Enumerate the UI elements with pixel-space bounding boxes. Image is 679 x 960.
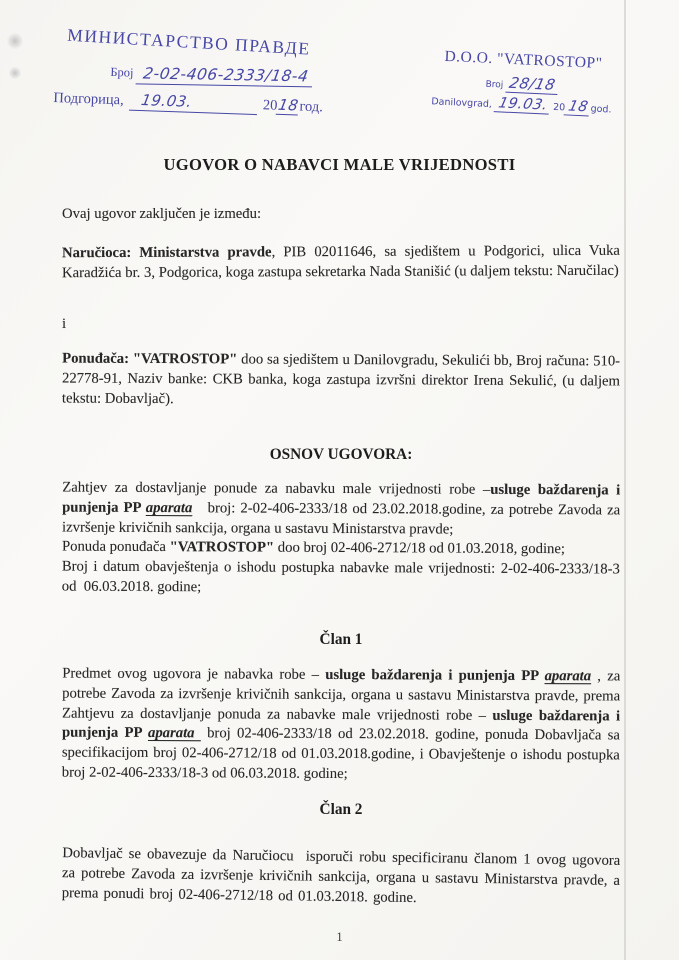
- vendor-year-suffix: god.: [590, 103, 612, 116]
- document-title: UGOVOR O NABAVCI MALE VRIJEDNOSTI: [163, 155, 516, 174]
- clan1-paragraph: Predmet ovog ugovora je nabavka robe – usluge baždarenja i punjenja PP aparata , za potrebe Zavoda za izvršenje krivičnih sankcija, organa u sastavu Ministarstva pravde, prema Zahtjevu za dostavljanje ponuda za nabavke male vrijednosti robe – usluge baždarenja i punjenja PP aparata broj 02-406-2333/18 od 23.02.2018. godine, ponuda Dobavljača sa specifikacijom broj 02-406-2712/18 od 01.03.2018.godine, i Obavještenje o ishodu postupka broj 2-02-406-2333/18-3 od 06.03.2018. godine;: [61, 665, 621, 783]
- vendor-city-label: Danilovgrad,: [431, 96, 493, 111]
- osnov-heading: OSNOV UGOVORA:: [269, 446, 413, 463]
- page-number: 1: [336, 930, 343, 944]
- ministry-number-label: Број: [110, 64, 134, 80]
- ministry-year-handwritten: 18: [276, 95, 301, 115]
- scan-edge-line: [624, 0, 626, 960]
- ministry-number-row: [54, 60, 375, 91]
- intro-line: Ovaj ugovor zaključen je između:: [62, 206, 262, 222]
- party-employer-paragraph: Naručioca: Ministarstva pravde, PIB 02011646, sa sjedištem u Podgorici, ulica Vuka Karadžića br. 3, Podgorica, koga zastupa sekretarka Nada Stanišić (u daljem tekstu: Naručilac): [61, 242, 620, 282]
- party-contractor-paragraph: Ponuđača: "VATROSTOP" doo sa sjedištem u Danilovgradu, Sekulići bb, Broj računa: 510-22778-91, Naziv banke: CKB banka, koga zastupa izvršni direktor Irena Sekulić, (u daljem tekstu: Dobavljač).: [61, 350, 621, 407]
- vendor-number-label: Broj: [485, 79, 504, 91]
- osnov-item-1: Zahtjev za dostavljanje ponude za nabavku male vrijednosti robe –usluge baždarenja i punjenja PP aparata broj: 2-02-406-2333/18 od 23.02.2018.godine, za potrebe Zavoda za izvršenje krivičnih sankcija, organa u sastavu Ministarstva pravde;: [62, 479, 621, 538]
- ministry-year-suffix: год.: [299, 98, 324, 116]
- vendor-year-prefix: 20: [552, 101, 566, 114]
- clan2-heading: Član 2: [319, 801, 363, 818]
- ministry-year-prefix: 20: [262, 97, 278, 114]
- vendor-number-handwritten: 28/18: [505, 74, 561, 95]
- paper-speck: [7, 32, 23, 50]
- vendor-year-handwritten: 18: [563, 98, 592, 116]
- vendor-stamp: [401, 46, 644, 119]
- ministry-city-label: Подгорица,: [53, 89, 125, 109]
- paper-speck: [9, 66, 21, 80]
- ministry-stamp-title: МИНИСТАРСТВО ПРАВДЕ: [66, 24, 312, 59]
- clan1-heading: Član 1: [319, 631, 363, 648]
- vendor-date-handwritten: 19.03.: [493, 95, 552, 114]
- osnov-item-3: Broj i datum obavještenja o ishodu postupka nabavke male vrijednosti: 2-02-406-2333/18-3 od 06.03.2018. godine;: [61, 558, 620, 596]
- ministry-stamp: [53, 24, 376, 119]
- ministry-place-date-row: [53, 88, 374, 119]
- osnov-section: [62, 479, 621, 601]
- osnov-item-2: Ponuda ponuđača "VATROSTOP" doo broj 02-406-2712/18 od 01.03.2018, godine;: [61, 538, 566, 558]
- vendor-stamp-title: D.O.O. "VATROSTOP": [444, 47, 603, 73]
- clan2-paragraph: Dobavljač se obavezuje da Naručiocu isporuči robu specificiranu članom 1 ovog ugovora za potrebe Zavoda za izvršenje krivičnih sankcija, organa u sastavu Ministarstva pravde, a prema ponudi broj 02-406-2712/18 od 01.03.2018. godine.: [61, 845, 621, 907]
- conjunction-i: i: [62, 316, 67, 332]
- ministry-date-handwritten: 19.03.: [139, 91, 194, 111]
- ministry-date-line: [129, 91, 258, 115]
- ministry-number-handwritten: 2-02-406-2333/18-4: [136, 64, 315, 87]
